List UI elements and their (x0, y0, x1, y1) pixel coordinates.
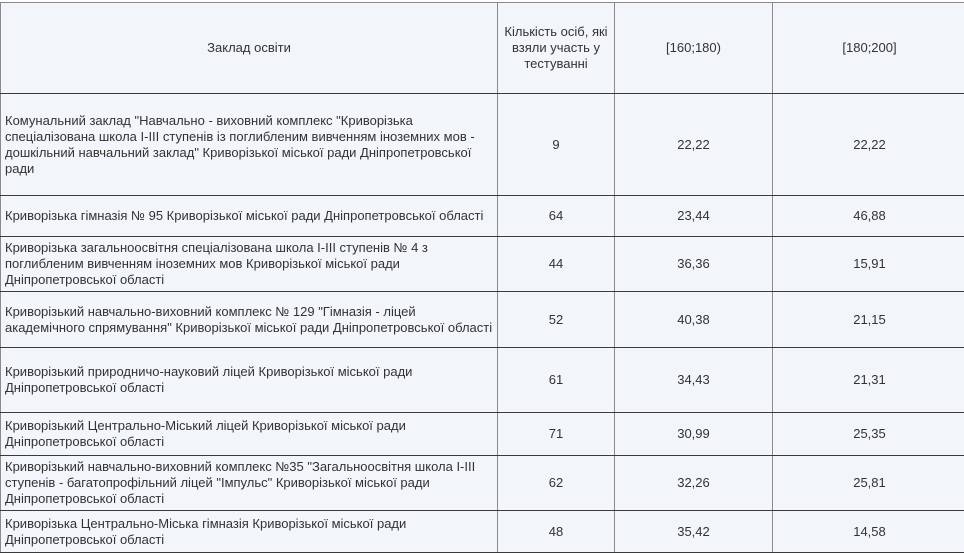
participants-cell: 48 (498, 511, 615, 553)
participants-cell: 71 (498, 413, 615, 456)
institution-cell: Криворізький Центрально-Міський ліцей Криворізької міської ради Дніпропетровської області (1, 413, 498, 456)
range-160-180-cell: 40,38 (615, 292, 773, 348)
header-institution: Заклад освіти (1, 3, 498, 94)
participants-cell: 64 (498, 196, 615, 237)
header-row (1, 3, 964, 94)
participants-cell: 61 (498, 348, 615, 413)
range-180-200-cell: 22,22 (773, 94, 964, 196)
institution-cell: Криворізький навчально-виховний комплекс №35 "Загальноосвітня школа І-ІІІ ступенів - багатопрофільний ліцей "Імпульс" Криворізької міської ради Дніпропетровської області (1, 456, 498, 511)
range-180-200-cell: 46,88 (773, 196, 964, 237)
range-160-180-cell: 35,42 (615, 511, 773, 553)
table-row (1, 413, 964, 456)
header-range-160-180: [160;180) (615, 3, 773, 94)
range-180-200-cell: 21,31 (773, 348, 964, 413)
institution-cell: Криворізький природничо-науковий ліцей Криворізької міської ради Дніпропетровської області (1, 348, 498, 413)
range-160-180-cell: 34,43 (615, 348, 773, 413)
table-row (1, 456, 964, 511)
participants-cell: 9 (498, 94, 615, 196)
table-row (1, 292, 964, 348)
table-row (1, 348, 964, 413)
institution-cell: Комунальний заклад "Навчально - виховний комплекс "Криворізька спеціалізована школа І-ІІІ ступенів із поглибленим вивченням іноземних мов - дошкільний навчальний заклад" Криворізької міської ради Дніпропетровської ради (1, 94, 498, 196)
participants-cell: 44 (498, 237, 615, 292)
table-row (1, 196, 964, 237)
range-180-200-cell: 14,58 (773, 511, 964, 553)
header-range-180-200: [180;200] (773, 3, 964, 94)
range-180-200-cell: 21,15 (773, 292, 964, 348)
range-160-180-cell: 30,99 (615, 413, 773, 456)
header-participants: Кількість осіб, які взяли участь у тестуванні (498, 3, 615, 94)
institution-cell: Криворізький навчально-виховний комплекс № 129 "Гімназія - ліцей академічного спрямування" Криворізької міської ради Дніпропетровської області (1, 292, 498, 348)
institution-cell: Криворізька загальноосвітня спеціалізована школа І-ІІІ ступенів № 4 з поглибленим вивченням іноземних мов Криворізької міської ради Дніпропетровської області (1, 237, 498, 292)
range-160-180-cell: 32,26 (615, 456, 773, 511)
range-160-180-cell: 36,36 (615, 237, 773, 292)
institution-cell: Криворізька гімназія № 95 Криворізької міської ради Дніпропетровської області (1, 196, 498, 237)
range-180-200-cell: 15,91 (773, 237, 964, 292)
range-180-200-cell: 25,81 (773, 456, 964, 511)
participants-cell: 52 (498, 292, 615, 348)
range-160-180-cell: 22,22 (615, 94, 773, 196)
table-row (1, 237, 964, 292)
range-160-180-cell: 23,44 (615, 196, 773, 237)
results-table (0, 2, 964, 553)
institution-cell: Криворізька Центрально-Міська гімназія Криворізької міської ради Дніпропетровської області (1, 511, 498, 553)
range-180-200-cell: 25,35 (773, 413, 964, 456)
table-row (1, 94, 964, 196)
participants-cell: 62 (498, 456, 615, 511)
table-row (1, 511, 964, 553)
